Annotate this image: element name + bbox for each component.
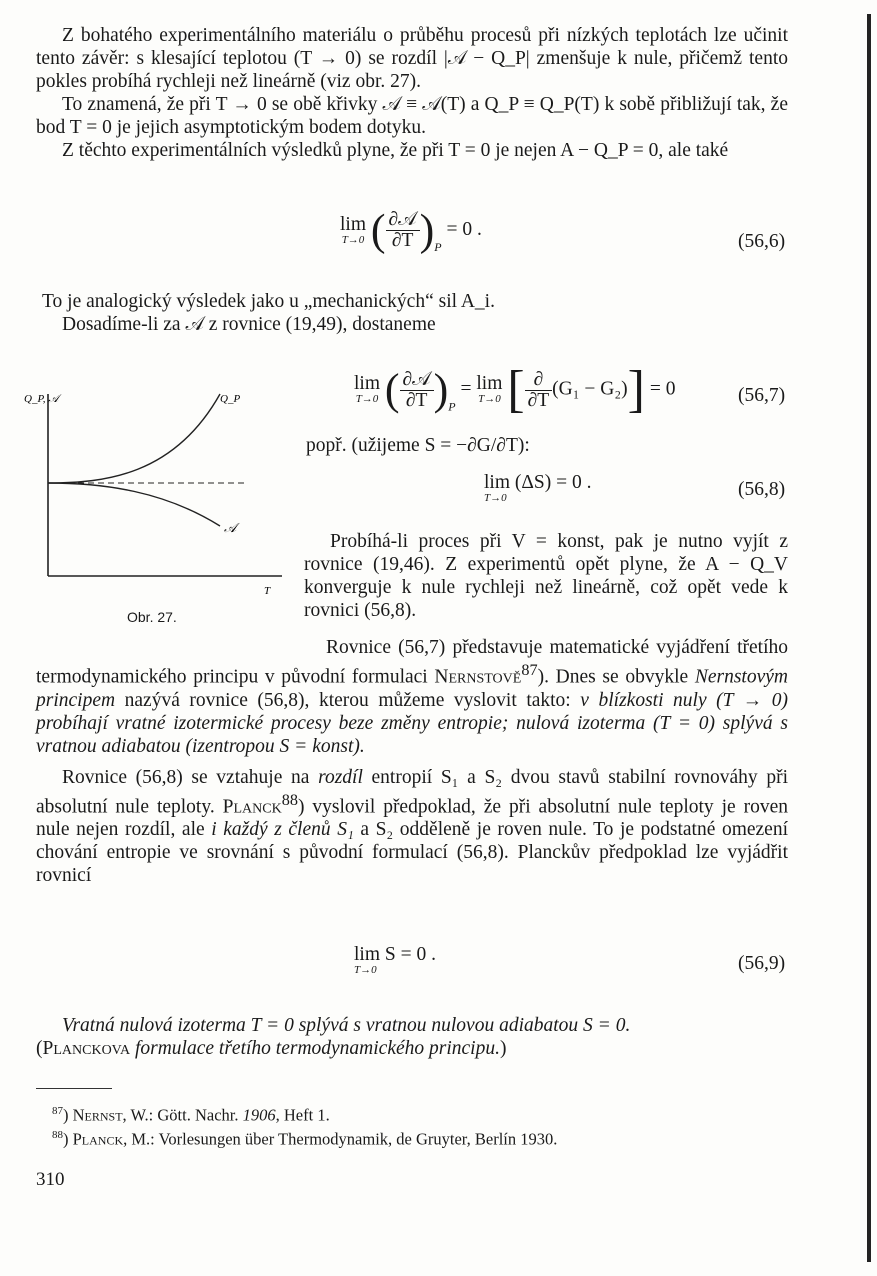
text-block-right <box>304 530 788 622</box>
paragraph-3: Z těchto experimentálních výsledků plyne, že při T = 0 je nejen A − Q_P = 0, ale také <box>62 140 729 161</box>
text-block-final <box>36 1014 788 1060</box>
curve-a <box>48 483 220 526</box>
text-block-mid <box>36 290 788 336</box>
footnote-88: $^{88}$) Planck, M.: Vorlesungen über Thermodynamik, de Gruyter, Berlín 1930. <box>52 1129 558 1149</box>
equation-number-56-7: (56,7) <box>738 385 786 406</box>
paragraph-1: Z bohatého experimentálního materiálu o průběhu procesů při nízkých teplotách lze učinit tento závěr: s klesající teplotou (T → 0) se rozdíl |𝒜 − Q_P| zmenšuje k nule, přičemž tento pokles probíhá rychleji než lineárně (viz obr. 27). <box>36 25 788 92</box>
paragraph-8: Rovnice (56,7) představuje matematické vyjádření třetího termodynamického principu v původní formulaci Nernstově$^{87}$). Dnes se obvykle Nernstovým principem nazývá rovnice (56,8), kterou můžeme vyslovit takto: v blízkosti nuly (T → 0) probíhají vratné izotermické procesy beze změny entropie; nulová izoterma (T = 0) splývá s vratnou adiabatou (izentropou S = konst). <box>36 637 788 757</box>
paragraph-7: Probíhá-li proces při V = konst, pak je nutno vyjít z rovnice (19,46). Z experimentů opět plyne, že A − Q_V konverguje k nule rychleji než lineárně, což opět vede k rovnici (56,8). <box>304 531 788 621</box>
limit-operator: lim T→0 <box>340 213 367 246</box>
paragraph-2: To znamená, že při T → 0 se obě křivky 𝒜 ≡ 𝒜(T) a Q_P ≡ Q_P(T) k sobě přibližují tak, že bod T = 0 je jejich asymptotickým bodem dotyku. <box>36 94 788 138</box>
equation-number-56-8: (56,8) <box>738 479 786 500</box>
curve-lower-label: 𝒜 <box>224 520 237 535</box>
paragraph-10: Vratná nulová izoterma T = 0 splývá s vratnou nulovou adiabatou S = 0. <box>62 1015 631 1036</box>
equation-number-56-6: (56,6) <box>738 231 786 252</box>
curve-qp <box>48 394 220 483</box>
paragraph-6: popř. (užijeme S = −∂G/∂T): <box>306 435 530 456</box>
axis-y-label: Q_P, 𝒜 <box>24 393 59 405</box>
paragraph-11: (Planckova formulace třetího termodynamického principu.) <box>36 1038 507 1059</box>
footnote-rule <box>36 1088 112 1089</box>
page-edge-shadow <box>867 14 871 1262</box>
fraction: $\frac{\text{∂𝒜}}{\partial T}$ <box>386 210 420 251</box>
text-block-top <box>36 24 788 162</box>
paragraph-9: Rovnice (56,8) se vztahuje na rozdíl entropií S₁ a S₂ dvou stavů stabilní rovnováhy při absolutní nule teploty. Planck$^{88}$) vyslovil předpoklad, že při absolutní nule teploty je roven nule nejen rozdíl, ale i každý z členů S₁ a S₂ odděleně je roven nule. To je podstatné omezení chování entropie ve srovnání s původní formulací (56,8). Planckův předpoklad lze vyjádřit rovnicí <box>36 766 789 886</box>
equation-56-8: lim (ΔS) = 0 . T→0 <box>484 472 592 504</box>
text-block-lower <box>36 636 788 887</box>
paragraph-4: To je analogický výsledek jako u „mechanických“ sil A_i. <box>42 291 495 312</box>
equation-number-56-9: (56,9) <box>738 953 786 974</box>
equation-56-9: lim S = 0 . T→0 <box>354 944 436 976</box>
curve-upper-label: Q_P <box>220 393 241 405</box>
page-number: 310 <box>36 1169 65 1190</box>
paragraph-5: Dosadíme-li za 𝒜 z rovnice (19,49), dostaneme <box>62 314 436 335</box>
figure-caption: Obr. 27. <box>127 609 177 625</box>
figure-27 <box>24 376 284 606</box>
equation-56-7: lim T→0 ( $\frac{\text{∂𝒜}}{\partial T}$ )$_P = \lim$ T→0 [ $\frac{\partial}{\partial T}$ (G₁ − G₂)] = 0 <box>354 361 676 418</box>
footnote-87: $^{87}$) Nernst, W.: Gött. Nachr. 1906, Heft 1. <box>52 1105 330 1125</box>
axis-x-label: T <box>264 585 271 597</box>
equation-56-6: lim T→0 ( $\frac{\text{∂𝒜}}{\partial T}$ )$_P = 0$ . <box>340 205 482 255</box>
